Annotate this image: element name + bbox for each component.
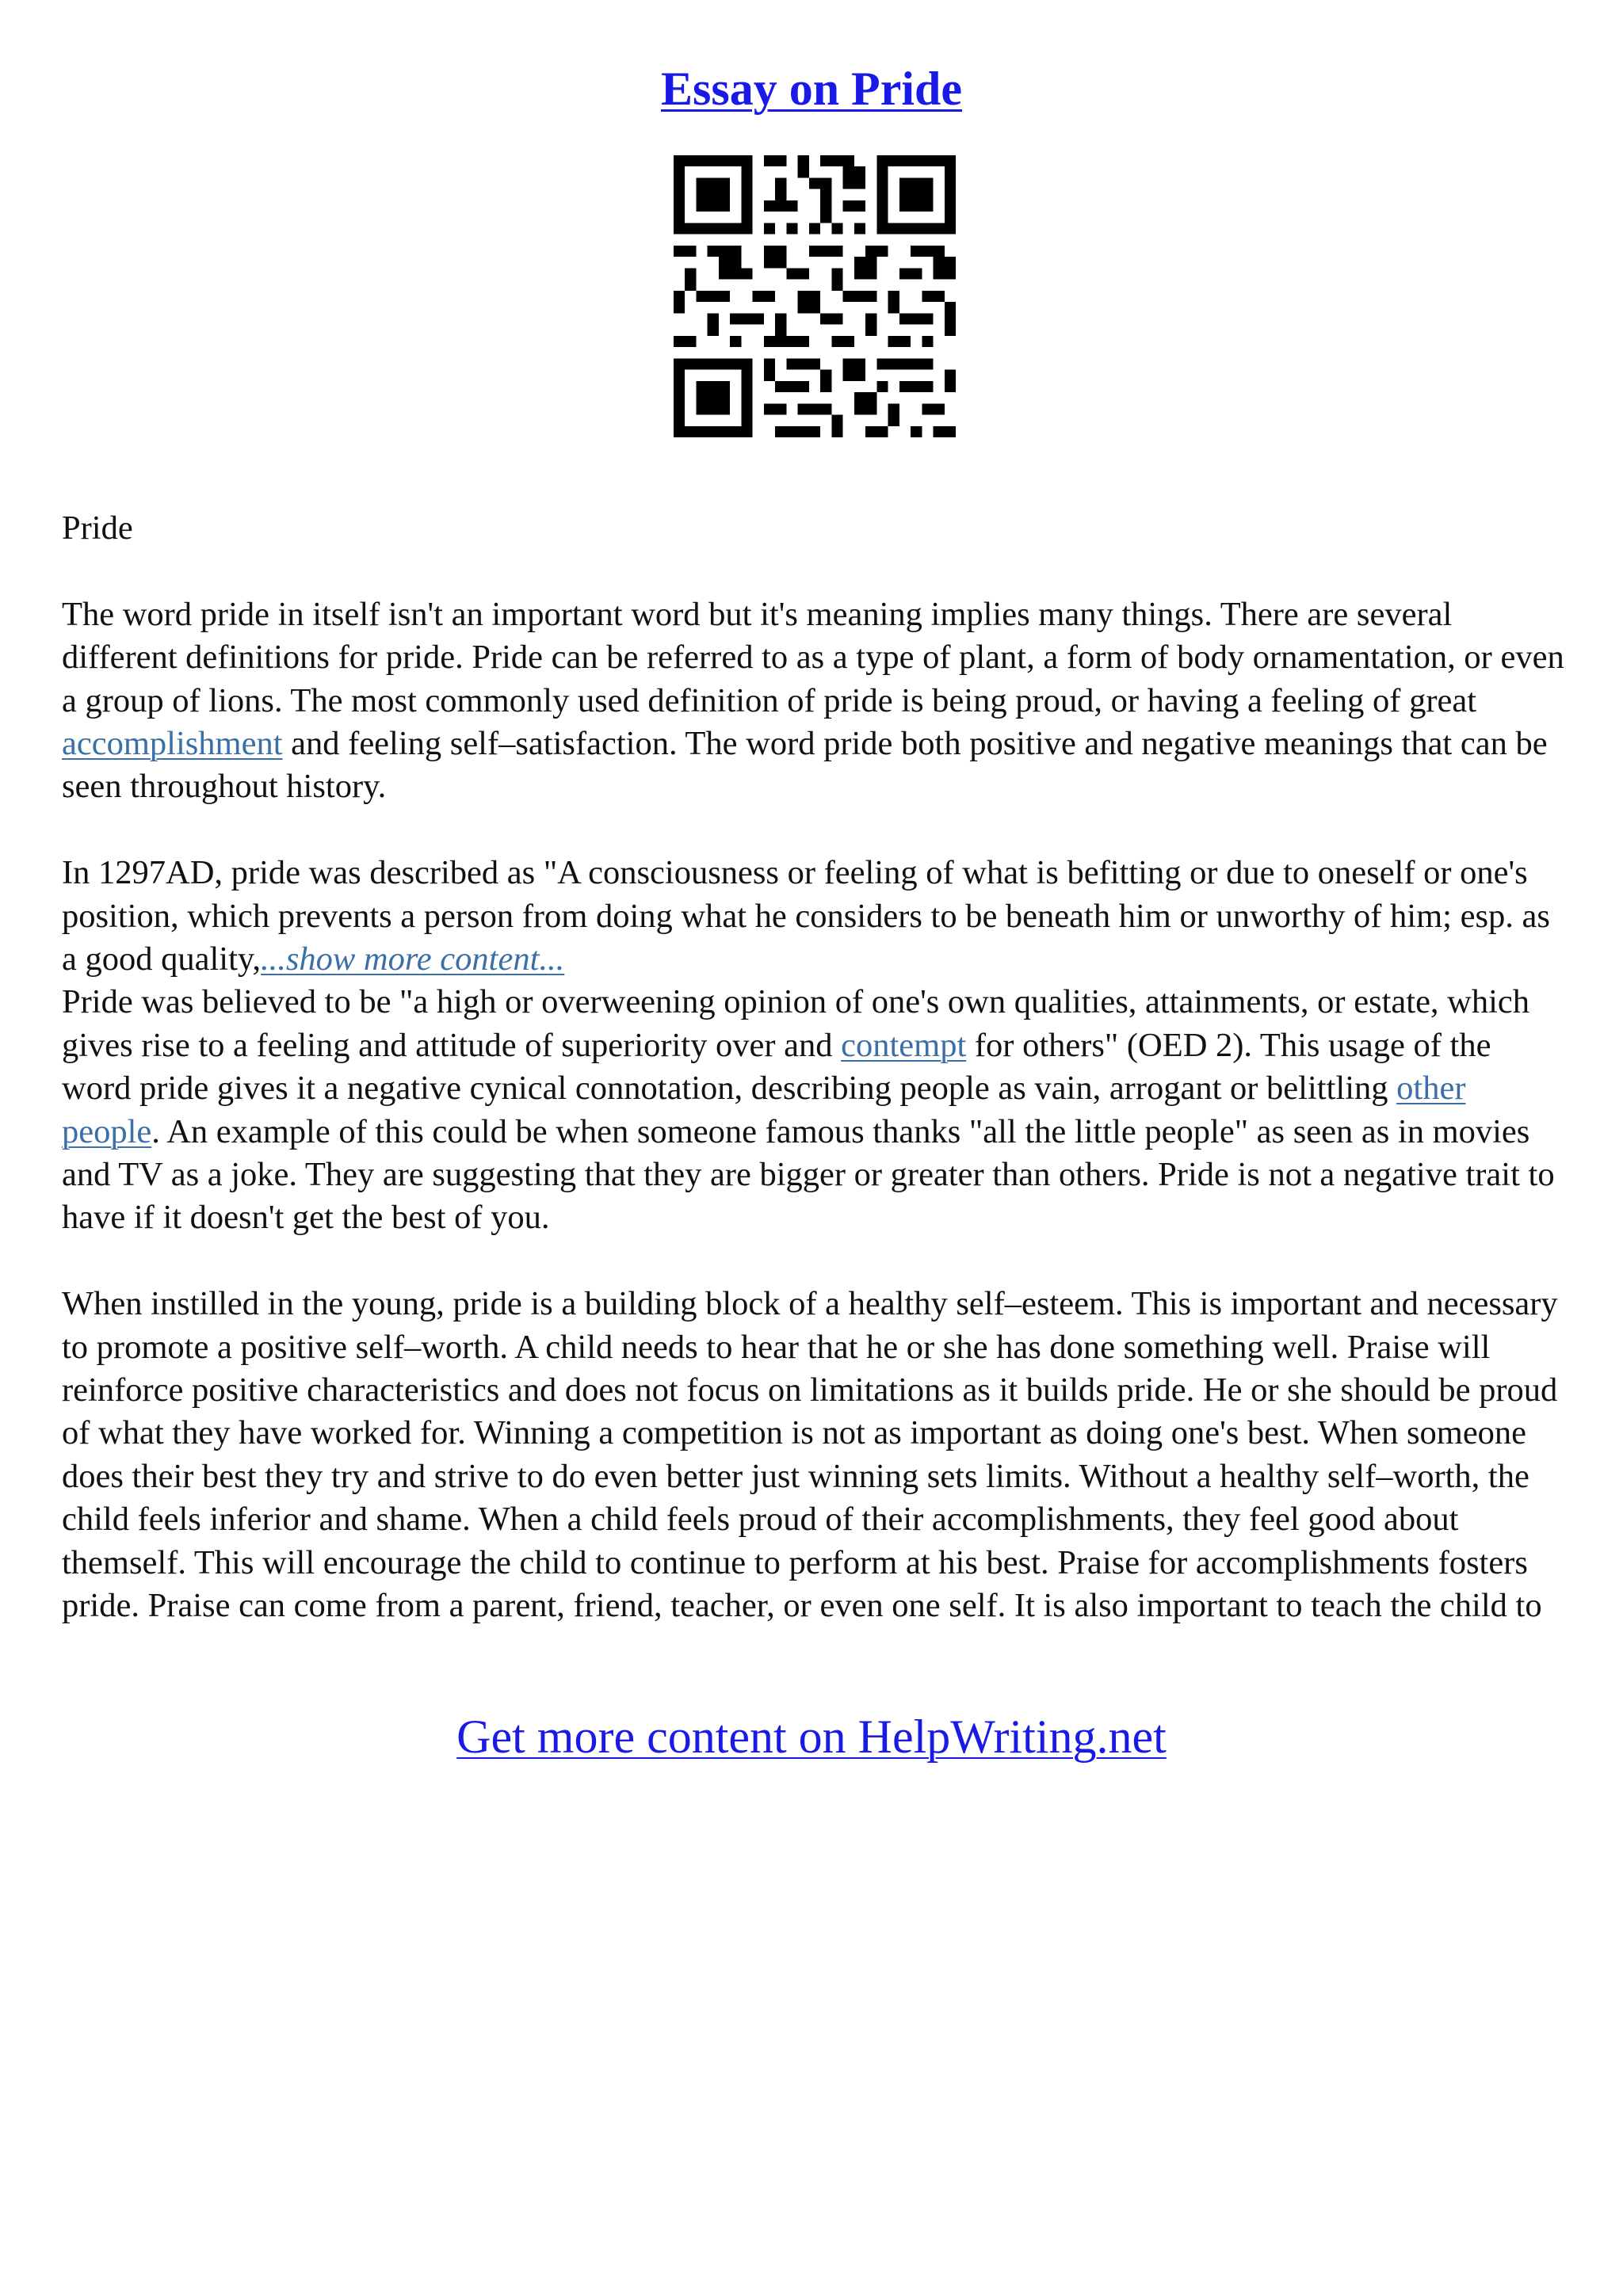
paragraph-3-text-a: Pride was believed to be "a high or overweening opinion of one's own qualities, attainments, or estate, which gives rise to a feeling and attitude of superiority over and [62,983,1530,1064]
essay-body [62,507,1568,1628]
paragraph-1-text-b: and feeling self–satisfaction. The word pride both positive and negative meanings that can be seen throughout history. [62,725,1548,806]
cta-link[interactable]: Get more content on HelpWriting.net [456,1711,1167,1763]
link-other-people[interactable]: other people [62,1070,1466,1150]
title-link[interactable]: Essay on Pride [660,63,963,115]
link-contempt[interactable]: contempt [841,1026,967,1064]
paragraph-1 [62,593,1568,809]
essay-heading: Pride [62,509,133,547]
paragraph-1-text-a: The word pride in itself isn't an important word but it's meaning implies many things. There are several different definitions for pride. Pride can be referred to as a type of plant, a form of body ornamentation, or even a group of lions. The most commonly used definition of pride is being proud, or having a feeling of great [62,595,1564,719]
title-heading [0,57,1623,120]
cta-banner [0,1705,1623,1768]
paragraph-4: When instilled in the young, pride is a building block of a healthy self–esteem. This is important and necessary to promote a positive self–worth. A child needs to hear that he or she has done something well. Praise will reinforce positive characteristics and does not focus on limitations as it builds pride. He or she should be proud of what they have worked for. Winning a competition is not as important as doing one's best. When someone does their best they try and strive to do even better just winning sets limits. Without a healthy self–worth, the child feels inferior and shame. When a child feels proud of their accomplishments, they feel good about themself. This will encourage the child to continue to perform at his best. Praise for accomplishments fosters pride. Praise can come from a parent, friend, teacher, or even one self. It is also important to teach the child to [62,1285,1558,1625]
paragraph-2-text: In 1297AD, pride was described as "A consciousness or feeling of what is befitting or due to oneself or one's position, which prevents a person from doing what he considers to be beneath him or unworthy of him; esp. as a good quality, [62,854,1550,978]
paragraph-2 [62,852,1568,981]
show-more-link[interactable]: ...show more content... [261,940,565,978]
qr-code-icon [674,155,956,437]
paragraph-3-text-b: for others" (OED 2). This usage of the word pride gives it a negative cynical connotation, describing people as vain, arrogant or belittling [62,1026,1491,1108]
paragraph-3-text-c: . An example of this could be when someone famous thanks "all the little people" as seen as in movies and TV as a joke. They are suggesting that they are bigger or greater than others. Pride is not a negative trait to have if it doesn't get the best of you. [62,1112,1555,1237]
link-accomplishment[interactable]: accomplishment [62,725,283,763]
paragraph-3 [62,981,1568,1239]
